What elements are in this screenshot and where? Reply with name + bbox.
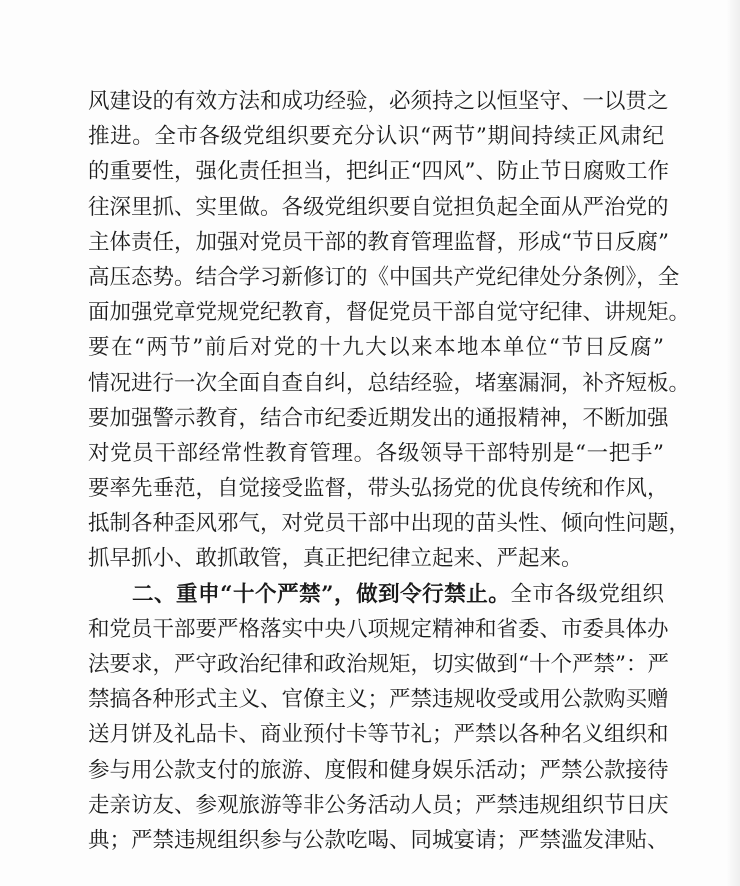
paragraph-line: 往深里抓、实里做。各级党组织要自觉担负起全面从严治党的 (88, 194, 669, 220)
paragraph-line: 主体责任，加强对党员干部的教育管理监督，形成“节日反腐” (88, 229, 669, 255)
paragraph-line: 面加强党章党规党纪教育，督促党员干部自觉守纪律、讲规矩。 (88, 300, 691, 326)
paragraph-line: 要加强警示教育，结合市纪委近期发出的通报精神，不断加强 (88, 405, 669, 431)
paragraph-line: 要在“两节”前后对党的十九大以来本地本单位“节日反腐” (88, 335, 664, 361)
paragraph-line: 高压态势。结合学习新修订的《中国共产党纪律处分条例》，全 (88, 264, 680, 290)
paragraph-line: 禁搞各种形式主义、官僚主义；严禁违规收受或用公款购买赠 (88, 687, 669, 713)
paragraph-line: 风建设的有效方法和成功经验，必须持之以恒坚守、一以贯之 (88, 89, 669, 114)
paragraph-line: 要率先垂范，自觉接受监督，带头弘扬党的优良传统和作风， (88, 476, 669, 502)
paragraph-line: 走亲访友、参观旅游等非公务活动人员；严禁违规组织节日庆 (88, 792, 669, 818)
page-edge-shadow (726, 0, 740, 886)
section-heading-line (88, 577, 664, 612)
paragraph-line: 法要求，严守政治纪律和政治规矩，切实做到“十个严禁”：严 (88, 652, 669, 677)
paragraph-line: 送月饼及礼品卡、商业预付卡等节礼；严禁以各种名义组织和 (88, 722, 669, 748)
paragraph-line: 抵制各种歪风邪气，对党员干部中出现的苗头性、倾向性问题， (88, 511, 691, 537)
paragraph-line: 情况进行一次全面自查自纠，总结经验，堵塞漏洞，补齐短板。 (88, 370, 691, 396)
paragraph-line: 典；严禁违规组织参与公款吃喝、同城宴请；严禁滥发津贴、 (88, 827, 669, 853)
section-heading: 二、重申“十个严禁”，做到令行禁止。 (132, 581, 511, 607)
paragraph-line: 的重要性，强化责任担当，把纠正“四风”、防止节日腐败工作 (88, 159, 669, 185)
document-body (88, 84, 691, 858)
paragraph-line: 和党员干部要严格落实中央八项规定精神和省委、市委具体办 (88, 616, 669, 642)
section-heading-rest: 全市各级党组织 (510, 581, 664, 607)
paragraph-line: 抓早抓小、敢抓敢管，真正把纪律立起来、严起来。 (88, 546, 583, 572)
paragraph-line: 对党员干部经常性教育管理。各级领导干部特别是“一把手” (88, 440, 664, 466)
paragraph-line: 参与用公款支付的旅游、度假和健身娱乐活动；严禁公款接待 (88, 757, 669, 783)
paragraph-line: 推进。全市各级党组织要充分认识“两节”期间持续正风肃纪 (88, 124, 664, 150)
